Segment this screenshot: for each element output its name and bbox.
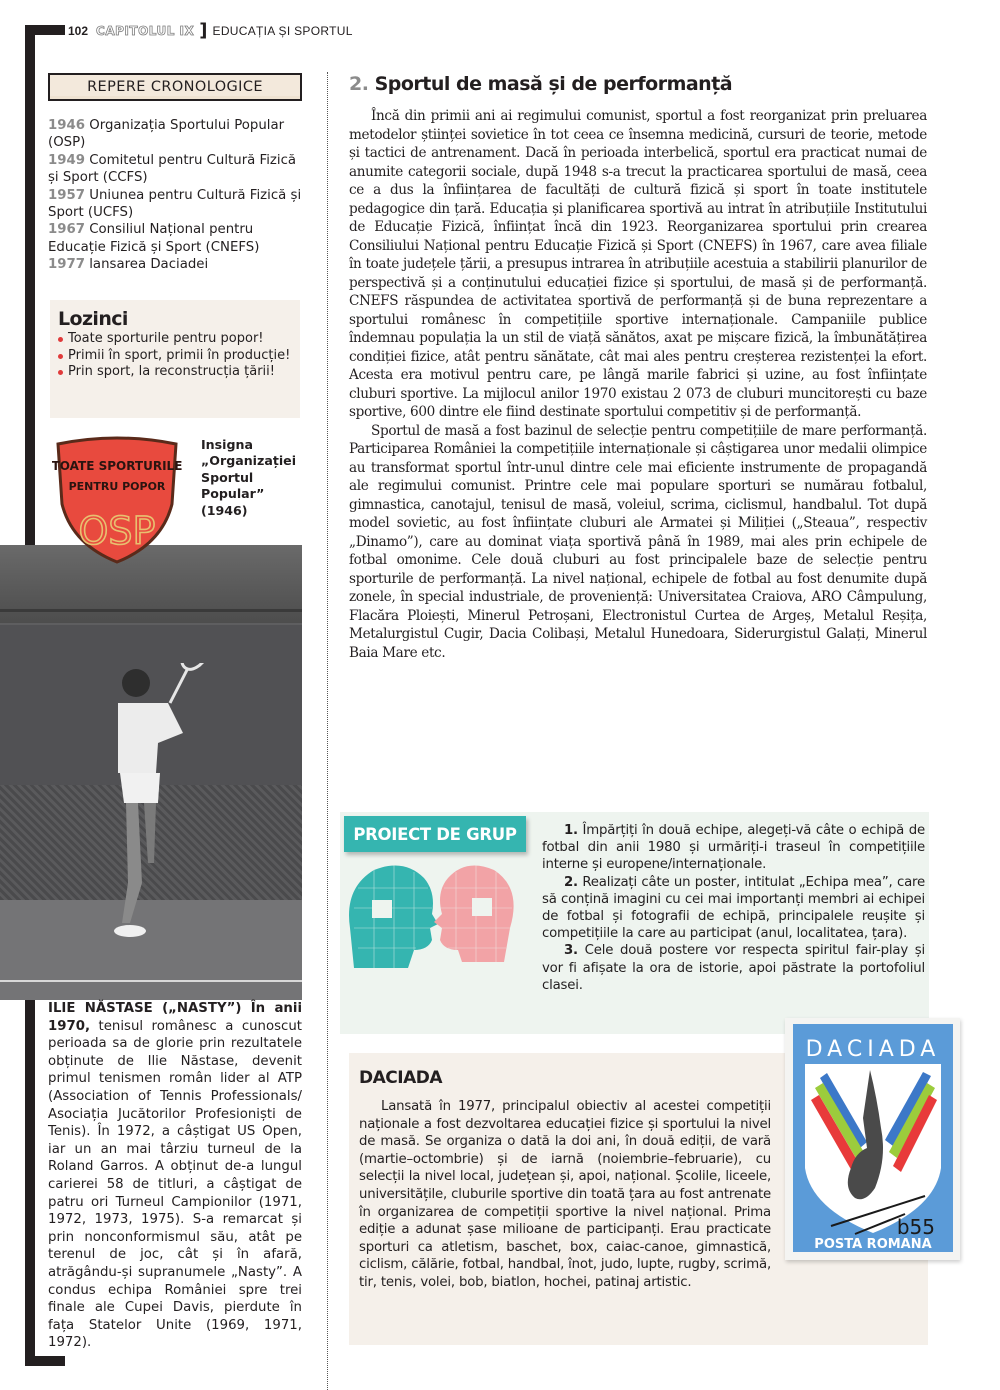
lozinci-title: Lozinci: [58, 308, 128, 330]
chapter-label: CAPITOLUL IX: [96, 24, 195, 38]
lozinci-list: [58, 331, 294, 381]
task-number: 3.: [564, 943, 578, 959]
chronology-item: 1967 Consiliul Național pentru Educație Fizică și Sport (CNEFS): [48, 222, 260, 255]
stamp-footer: POSTA ROMANA: [814, 1237, 932, 1252]
badge-line1: TOATE SPORTURILE: [52, 459, 182, 473]
daciada-paragraph: Lansată în 1977, principalul obiectiv al acestei competiții naționale a fost dezvoltarea educației fizice și sportului la nivel de masă. Se organiza o dată la doi ani, în două ediții, de vară (martie–octombrie) și de iarnă (noiembrie–februarie), cu selecții la nivel local, județean și, apoi, național. Școlile, liceele, universitățile, cluburile sportive din toată țara au fost antrenate în organizarea de competiții sportive la nivel național. Prima ediție a adunat șase milioane de participanți. Erau practicate sporturi ca atletism, baschet, box, caiac-canoe, gimnastică, ciclism, călărie, fotbal, handbal, înot, judo, lupte, rugby, scrimă, tir, tenis, volei, bob, biatlon, hochei, patinaj artistic.: [359, 1099, 771, 1290]
daciada-stamp-image: [785, 1018, 960, 1260]
nastase-caption-text: tenisul românesc a cunoscut perioada sa de glorie prin rezultatele obținute de Ilie Năstase, devenit primul tenismen român lider al ATP (Association of Tennis Professionals/ Asociația Jucătorilor Profesioniști de Tenis). În 1972, a câștigat US Open, iar un an mai târziu turneul de la Roland Garros. A obținut de-a lungul carierei 58 de titluri, a câștigat de patru ori Turneul Campionilor (1971, 1972, 1973, 1975). S-a remarcat și prin nonconformismul său, atât pe terenul de joc, cât și în afară, atrăgându-și supranumele „Nasty”. A condus echipa României spre trei finale ale Cupei Davis, pierdute în fața Statelor Unite (1969, 1971, 1972).: [48, 1018, 302, 1351]
body-paragraph: Încă din primii ani ai regimului comunist, sportul a fost reorganizat prin preluarea metodelor științei sovietice în tot ceea ce însemna medicină, cursuri de teorie, metode și tactici de antrenament. Dacă în perioada interbelică, sportul era practicat numai de anumite categorii sociale, după 1948 s-a trecut la practicarea sportului de masă, ceea ce a dus la înființarea de facultăți de cultură fizică și sport în toate institutele pedagogice din țară. Educația și planificarea sportivă au intrat în atribuțiile Institutului de Educație Fizică, înființat încă din 1923. Reorganizarea sportului prin crearea Consiliului Național pentru Educație Fizică și Sport (CNEFS) în 1967, care avea filiale în toate județele țării, a presupus intrarea în atribuțiile acestuia a stabilirii planurilor de perspectivă și a conținutului educației fizice și sportului, de masă și de performanță. CNEFS răspundea de activitatea sportivă de performanță și de buna reprezentare a sportului românesc în competițiile sportive internaționale. Campaniile publice îndemnau populația la un stil de viață sănătos, axat pe mișcare fizică, la îmbunătățirea condiției fizice, atât pentru sănătate, cât mai ales pentru creșterea rezistenței la efort. Acesta era motivul pentru care, pe lângă marile fabrici și uzine, au fost înființate cluburi sportive. La mijlocul anilor 1970 existau 2 073 de cluburi muncitorești cu baze sportive, 600 dintre ele fiind destinate sportului competitiv și de performanță.: [349, 108, 927, 420]
chapter-title: EDUCAȚIA ȘI SPORTUL: [212, 24, 353, 38]
lozinci-box: [50, 300, 300, 418]
task-number: 1.: [564, 823, 578, 838]
nastase-caption-heading: ILIE NĂSTASE („NASTY”) În anii 1970,: [48, 1001, 302, 1034]
task-text: Împărțiți în două echipe, alegeți-vă câte o echipă de fotbal din anii 1980 și urmăriți-i traseul în competițiile interne și europene/internaționale.: [542, 823, 925, 873]
proiect-label-text: PROIECT DE GRUP: [353, 824, 517, 844]
badge-letters: OSP: [78, 509, 156, 553]
main-body-text: [349, 107, 927, 662]
section-number: 2.: [349, 73, 369, 95]
daciada-title: DACIADA: [359, 1068, 442, 1088]
chronology-list: [48, 117, 302, 274]
task-text: Cele două postere vor respecta spiritul fair-play și vor fi afișate la ora de istorie, apoi păstrate la portofoliul clasei.: [542, 943, 925, 993]
stamp-title: DACIADA: [805, 1037, 941, 1062]
repere-cronologice-box: [48, 73, 302, 101]
slogan-item: Primii în sport, primii în producție!: [58, 348, 294, 365]
repere-title: REPERE CRONOLOGICE: [87, 79, 263, 95]
section-title-text: Sportul de masă și de performanță: [368, 73, 733, 95]
nastase-caption: [48, 1000, 302, 1352]
header-bracket: ]: [199, 20, 208, 41]
nastase-photo: [0, 545, 302, 1000]
page-bracket-top: [25, 25, 65, 35]
chronology-item: 1977 lansarea Daciadei: [48, 257, 209, 273]
slogan-item: Toate sporturile pentru popor!: [58, 331, 294, 348]
chronology-item: 1946 Organizația Sportului Popular (OSP): [48, 118, 285, 151]
page-number: 102: [68, 24, 89, 38]
tennis-player-figure: [108, 663, 218, 953]
body-paragraph: Sportul de masă a fost bazinul de selecție pentru competițiile de mare performanță. Participarea României la competițiile internaționale și câștigarea unor medalii olimpice au transformat sportul într-unul dintre cele mai eficiente instrumente de propagandă ale regimului comunist. Printre cele mai populare sporturi se numărau fotbalul, gimnastica, canotajul, tenisul de masă, voleiul, scrima, ciclismul, handbalul. Tot după model sovietic, au fost înființate cluburi ale Armatei și Miliției („Steaua”, respectiv „Dinamo”), care au dominat viața sportivă până în 1989, mai ales prin echipele de fotbal omonime. Cele două cluburi au fost principalele baze de selecție pentru sporturile de performanță. La nivel național, echipele de fotbal au fost denumite după zonele, în special industriale, de proveniență: Universitatea Craiova, ARO Câmpulung, Flacăra Ploiești, Minerul Petroșani, Electronistul Curtea de Argeș, Metalul Reșița, Metalurgistul Cugir, Dacia Colibași, Metalul Hunedoara, Siderurgistul Galați, Minerul Baia Mare etc.: [349, 422, 927, 661]
badge-line2: PENTRU POPOR: [68, 480, 166, 493]
float-spacer: [357, 822, 542, 982]
column-divider: [327, 72, 328, 1390]
page-bracket-bottom: [25, 1356, 65, 1366]
page-header: [68, 22, 353, 40]
section-title: [349, 73, 732, 95]
photo-courtline: [0, 980, 302, 982]
task-number: 2.: [564, 874, 578, 890]
task-text: Realizați câte un poster, intitulat „Echipa mea”, care să conțină imagini cu cei mai importanți membri ai echipei de fotbal și fotografii de echipă, principalele reușite și competițiile la care au participat (anul, localitatea, țara).: [542, 874, 925, 942]
proiect-tasks: [357, 822, 925, 994]
badge-caption: Insigna „Organizației Sportul Popular” (1946): [201, 437, 297, 518]
osp-badge-image: [52, 434, 182, 564]
chronology-item: 1949 Comitetul pentru Cultură Fizică și Sport (CCFS): [48, 152, 297, 186]
chronology-item: 1957 Uniunea pentru Cultură Fizică și Sport (UCFS): [48, 187, 302, 221]
photo-rail: [0, 609, 302, 612]
stamp-value: b55: [896, 1215, 935, 1239]
slogan-item: Prin sport, la reconstrucția țării!: [58, 364, 294, 381]
